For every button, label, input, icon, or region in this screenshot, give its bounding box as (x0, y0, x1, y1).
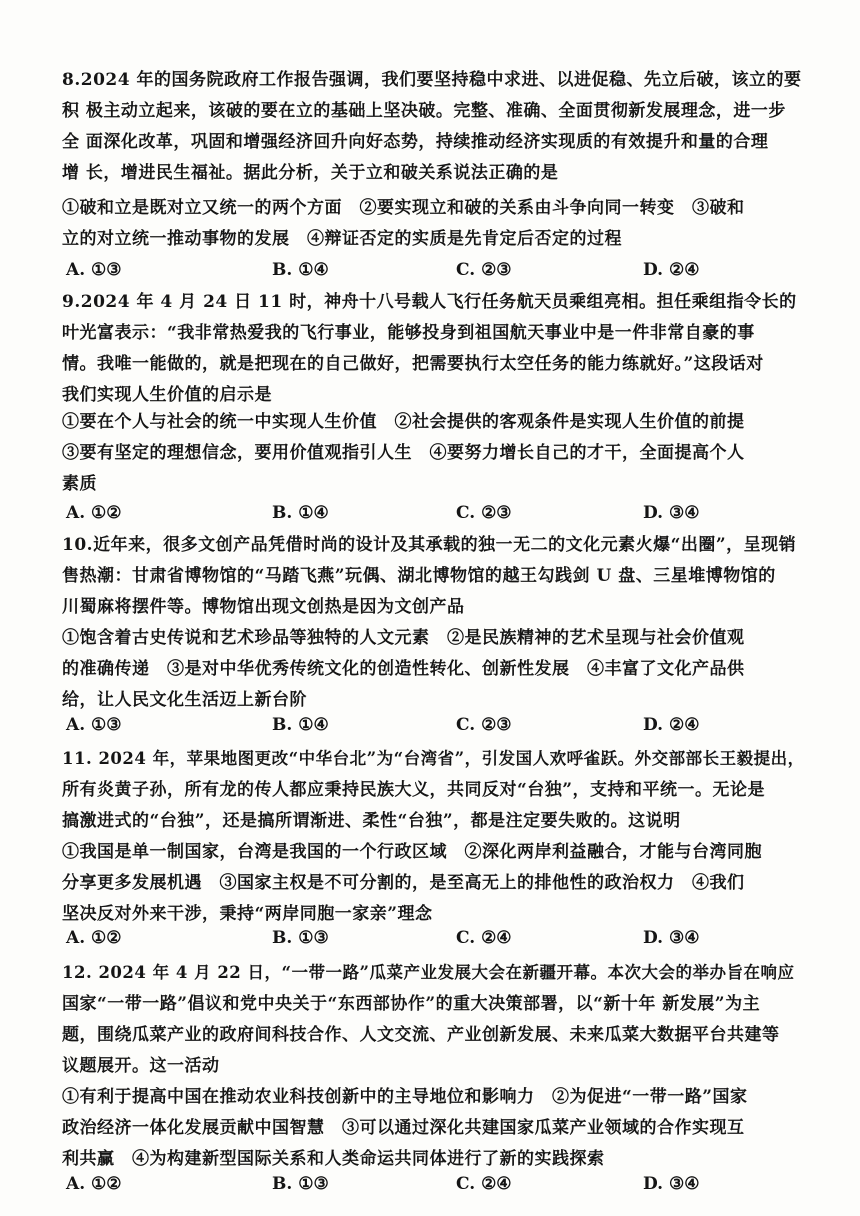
question-10-statements-line-1: ①饱含着古史传说和艺术珍品等独特的人文元素 ②是民族精神的艺术呈现与社会价值观 (62, 628, 745, 648)
question-12-option-a[interactable]: A. ①② (66, 1174, 122, 1194)
question-8-stem-line-2: 积 极主动立起来，该破的要在立的基础上坚决破。完整、准确、全面贯彻新发展理念，进一步 (62, 101, 786, 121)
question-11-option-b[interactable]: B. ①③ (272, 928, 329, 948)
question-10-option-a[interactable]: A. ①③ (66, 715, 122, 735)
question-10-option-d[interactable]: D. ②④ (643, 715, 700, 735)
question-8-option-b[interactable]: B. ①④ (272, 260, 329, 280)
question-8-option-c[interactable]: C. ②③ (456, 260, 512, 280)
question-10-option-b[interactable]: B. ①④ (272, 715, 329, 735)
question-12-stem-line-2: 国家“一带一路”倡议和党中央关于“东西部协作”的重大决策部署，以“新十年 新发展”为主 (62, 994, 761, 1014)
question-8-stem-line-4: 增 长，增进民生福祉。据此分析，关于立和破关系说法正确的是 (62, 163, 559, 183)
question-12-stem-line-3: 题，围绕瓜菜产业的政府间科技合作、人文交流、产业创新发展、未来瓜菜大数据平台共建等 (62, 1025, 780, 1045)
question-11-option-d[interactable]: D. ③④ (643, 928, 700, 948)
question-12-statements-line-2: 政治经济一体化发展贡献中国智慧 ③可以通过深化共建国家瓜菜产业领域的合作实现互 (62, 1118, 745, 1138)
question-9-statements-line-2: ③要有坚定的理想信念，要用价值观指引人生 ④要努力增长自己的才干，全面提高个人 (62, 443, 745, 463)
question-11-stem-line-3: 搞激进式的“台独”，还是搞所谓渐进、柔性“台独”，都是注定要失败的。这说明 (62, 811, 681, 831)
question-9-option-c[interactable]: C. ②③ (456, 503, 512, 523)
question-11-option-c[interactable]: C. ②④ (456, 928, 512, 948)
question-8-option-a[interactable]: A. ①③ (66, 260, 122, 280)
question-9-statements-line-3: 素质 (62, 474, 97, 494)
question-9-stem-line-3: 情。我唯一能做的，就是把现在的自己做好，把需要执行太空任务的能力练就好。”这段话对 (62, 354, 764, 374)
question-12-statements-line-3: 利共赢 ④为构建新型国际关系和人类命运共同体进行了新的实践探索 (62, 1149, 605, 1169)
question-10-stem-line-1: 10.近年来，很多文创产品凭借时尚的设计及其承载的独一无二的文化元素火爆“出圈”，呈现销 (62, 535, 797, 555)
question-8-stem-line-1: 8.2024 年的国务院政府工作报告强调，我们要坚持稳中求进、以进促稳、先立后破，该立的要 (62, 70, 802, 90)
question-8-statements-line-1: ①破和立是既对立又统一的两个方面 ②要实现立和破的关系由斗争向同一转变 ③破和 (62, 198, 745, 218)
question-12-stem-line-1: 12. 2024 年 4 月 22 日，“一带一路”瓜菜产业发展大会在新疆开幕。本次大会的举办旨在响应 (62, 963, 795, 982)
question-9-option-d[interactable]: D. ③④ (643, 503, 700, 523)
question-12-stem-line-4: 议题展开。这一活动 (62, 1056, 220, 1076)
question-9-statements-line-1: ①要在个人与社会的统一中实现人生价值 ②社会提供的客观条件是实现人生价值的前提 (62, 412, 745, 432)
question-12-option-b[interactable]: B. ①③ (272, 1174, 329, 1194)
question-9-stem-line-4: 我们实现人生价值的启示是 (62, 385, 272, 405)
question-8-option-d[interactable]: D. ②④ (643, 260, 700, 280)
question-10-statements-line-3: 给，让人民文化生活迈上新台阶 (62, 690, 307, 710)
question-9-option-a[interactable]: A. ①② (66, 503, 122, 523)
question-11-statements-line-1: ①我国是单一制国家，台湾是我国的一个行政区域 ②深化两岸利益融合，才能与台湾同胞 (62, 842, 762, 862)
question-9-option-b[interactable]: B. ①④ (272, 503, 329, 523)
question-10-stem-line-3: 川蜀麻将摆件等。博物馆出现文创热是因为文创产品 (62, 597, 465, 617)
question-9-stem-line-1: 9.2024 年 4 月 24 日 11 时，神舟十八号载人飞行任务航天员乘组亮相。担任乘组指令长的 (62, 292, 797, 312)
question-8-stem-line-3: 全 面深化改革，巩固和增强经济回升向好态势，持续推动经济实现质的有效提升和量的合理 (62, 132, 769, 152)
question-11-stem-line-1: 11. 2024 年，苹果地图更改“中华台北”为“台湾省”，引发国人欢呼雀跃。外交部部长王毅提出， (62, 749, 805, 768)
question-10-option-c[interactable]: C. ②③ (456, 715, 512, 735)
question-12-option-c[interactable]: C. ②④ (456, 1174, 512, 1194)
question-12-statements-line-1: ①有利于提高中国在推动农业科技创新中的主导地位和影响力 ②为促进“一带一路”国家 (62, 1087, 748, 1107)
question-11-statements-line-3: 坚决反对外来干涉，秉持“两岸同胞一家亲”理念 (62, 904, 433, 924)
question-12-option-d[interactable]: D. ③④ (643, 1174, 700, 1194)
question-11-stem-line-2: 所有炎黄子孙，所有龙的传人都应秉持民族大义，共同反对“台独”，支持和平统一。无论是 (62, 780, 766, 800)
question-10-stem-line-2: 售热潮：甘肃省博物馆的“马踏飞燕”玩偶、湖北博物馆的越王勾践剑 U 盘、三星堆博物馆的 (62, 566, 776, 586)
question-9-stem-line-2: 叶光富表示：“我非常热爱我的飞行事业，能够投身到祖国航天事业中是一件非常自豪的事 (62, 323, 755, 343)
question-10-statements-line-2: 的准确传递 ③是对中华优秀传统文化的创造性转化、创新性发展 ④丰富了文化产品供 (62, 659, 745, 679)
question-11-statements-line-2: 分享更多发展机遇 ③国家主权是不可分割的，是至高无上的排他性的政治权力 ④我们 (62, 873, 745, 893)
question-11-option-a[interactable]: A. ①② (66, 928, 122, 948)
question-8-statements-line-2: 立的对立统一推动事物的发展 ④辩证否定的实质是先肯定后否定的过程 (62, 229, 622, 249)
